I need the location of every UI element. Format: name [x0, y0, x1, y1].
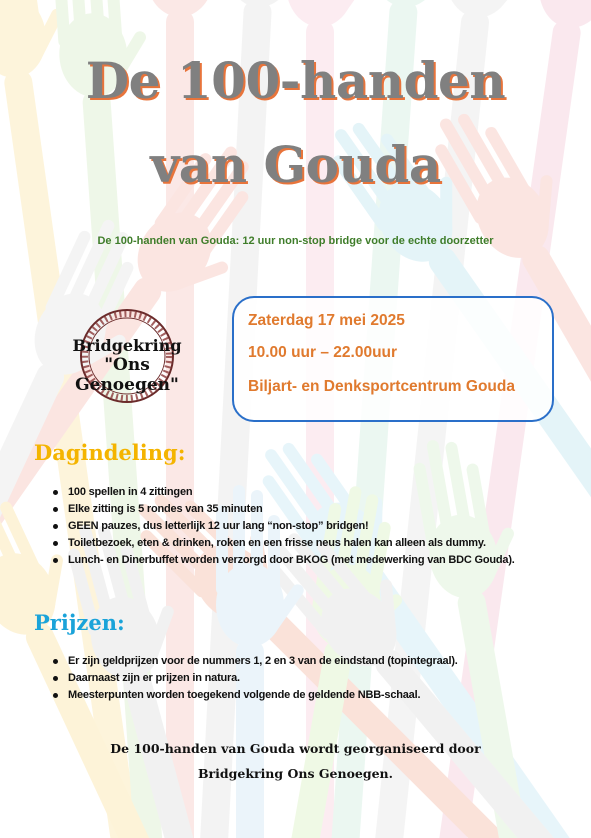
prijzen-heading: Prijzen: [34, 610, 125, 635]
event-date: Zaterdag 17 mei 2025 [248, 312, 405, 329]
footer-line-1: De 100-handen van Gouda wordt georganiseerd door [110, 741, 481, 756]
list-item: Meesterpunten worden toegekend volgende de geldende NBB-schaal. [51, 687, 458, 704]
event-info-box [232, 296, 554, 422]
dagindeling-heading: Dagindeling: [34, 440, 186, 465]
page-title-line-2: van Gouda [150, 135, 441, 194]
list-item: 100 spellen in 4 zittingen [51, 484, 515, 501]
list-item: Er zijn geldprijzen voor de nummers 1, 2 en 3 van de eindstand (topintegraal). [51, 653, 458, 670]
event-location: Biljart- en Denksportcentrum Gouda [248, 378, 515, 395]
list-item: Elke zitting is 5 rondes van 35 minuten [51, 501, 515, 518]
footer-line-2: Bridgekring Ons Genoegen. [197, 766, 393, 781]
event-time: 10.00 uur – 22.00uur [248, 344, 398, 361]
page-title-line-1: De 100-handen [85, 51, 506, 110]
logo-text-line-1: Bridgekring [72, 336, 182, 355]
prijzen-list [51, 653, 458, 704]
list-item: Lunch- en Dinerbuffet worden verzorgd door BKOG (met medewerking van BDC Gouda). [51, 552, 515, 569]
subtitle: De 100-handen van Gouda: 12 uur non-stop bridge voor de echte doorzetter [97, 235, 494, 247]
list-item: GEEN pauzes, dus letterlijk 12 uur lang “non-stop” bridgen! [51, 518, 515, 535]
list-item: Daarnaast zijn er prijzen in natura. [51, 670, 458, 687]
dagindeling-list [51, 484, 515, 569]
club-logo [52, 308, 202, 404]
list-item: Toiletbezoek, eten & drinken, roken en een frisse neus halen kan alleen als dummy. [51, 535, 515, 552]
logo-text-line-2: "Ons Genoegen" [75, 355, 179, 395]
